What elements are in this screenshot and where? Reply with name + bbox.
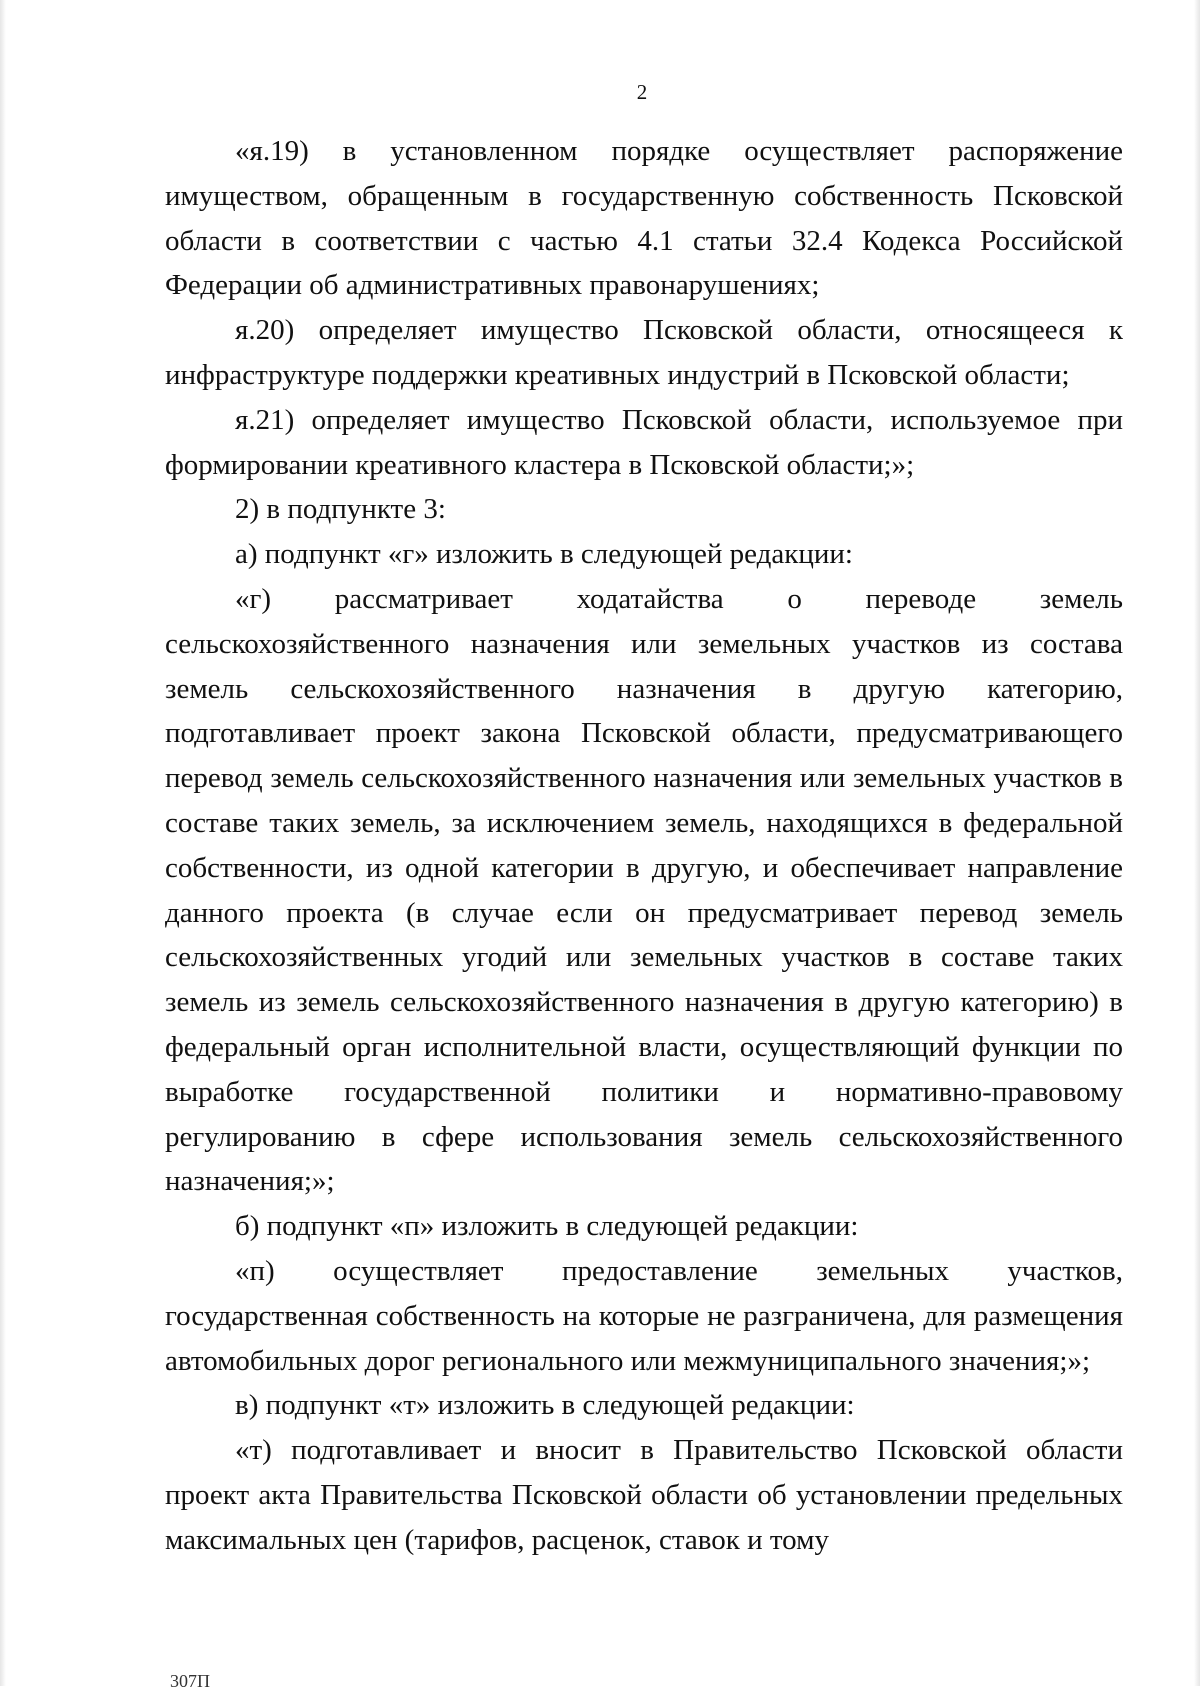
page-number: 2: [636, 80, 648, 104]
paragraph-ya20: я.20) определяет имущество Псковской области, относящееся к инфраструктуре поддержки креативных индустрий в Псковской области;: [165, 314, 1123, 391]
paragraph-t: «т) подготавливает и вносит в Правительство Псковской области проект акта Правительства Псковской области об установлении предельных максимальных цен (тарифов, расценок, ставок и тому: [165, 1434, 1123, 1556]
paragraph-p: «п) осуществляет предоставление земельных участков, государственная собственность на которые не разграничена, для размещения автомобильных дорог регионального или межмуниципального значения;»;: [165, 1254, 1123, 1377]
paragraph-g: «г) рассматривает ходатайства о переводе земель сельскохозяйственного назначения или земельных участков из состава земель сельскохозяйственного назначения в другую категорию, подготавливает проект закона Псковской области, предусматривающего перевод земель сельскохозяйственного назначения или земельных участков в составе таких земель, за исключением земель, находящихся в федеральной собственности, из одной категории в другую, и обеспечивает направление данного проекта (в случае если он предусматривает перевод земель сельскохозяйственных угодий или земельных участков в составе таких земель из земель сельскохозяйственного назначения в другую категорию) в федеральный орган исполнительной власти, осуществляющий функции по выработке государственной политики и нормативно-правовому регулированию в сфере использования земель сельскохозяйственного назначения;»;: [165, 582, 1123, 1198]
paragraph-subitem-3: 2) в подпункте 3:: [235, 493, 446, 526]
scan-edge-left: [0, 0, 6, 1686]
paragraph-item-b: б) подпункт «п» изложить в следующей редакции:: [235, 1210, 859, 1243]
footer-document-code: 307П: [170, 1671, 210, 1691]
scan-edge-right: [1194, 0, 1200, 1686]
paragraph-ya21: я.21) определяет имущество Псковской области, используемое при формировании креативного кластера в Псковской области;»;: [165, 403, 1123, 481]
paragraph-item-v: в) подпункт «т» изложить в следующей редакции:: [235, 1389, 855, 1422]
paragraph-item-a: а) подпункт «г» изложить в следующей редакции:: [235, 538, 853, 571]
paragraph-ya19: «я.19) в установленном порядке осуществляет распоряжение имуществом, обращенным в государственную собственность Псковской области в соответствии с частью 4.1 статьи 32.4 Кодекса Российской Федерации об административных правонарушениях;: [165, 135, 1123, 302]
document-body: [165, 129, 1123, 1563]
